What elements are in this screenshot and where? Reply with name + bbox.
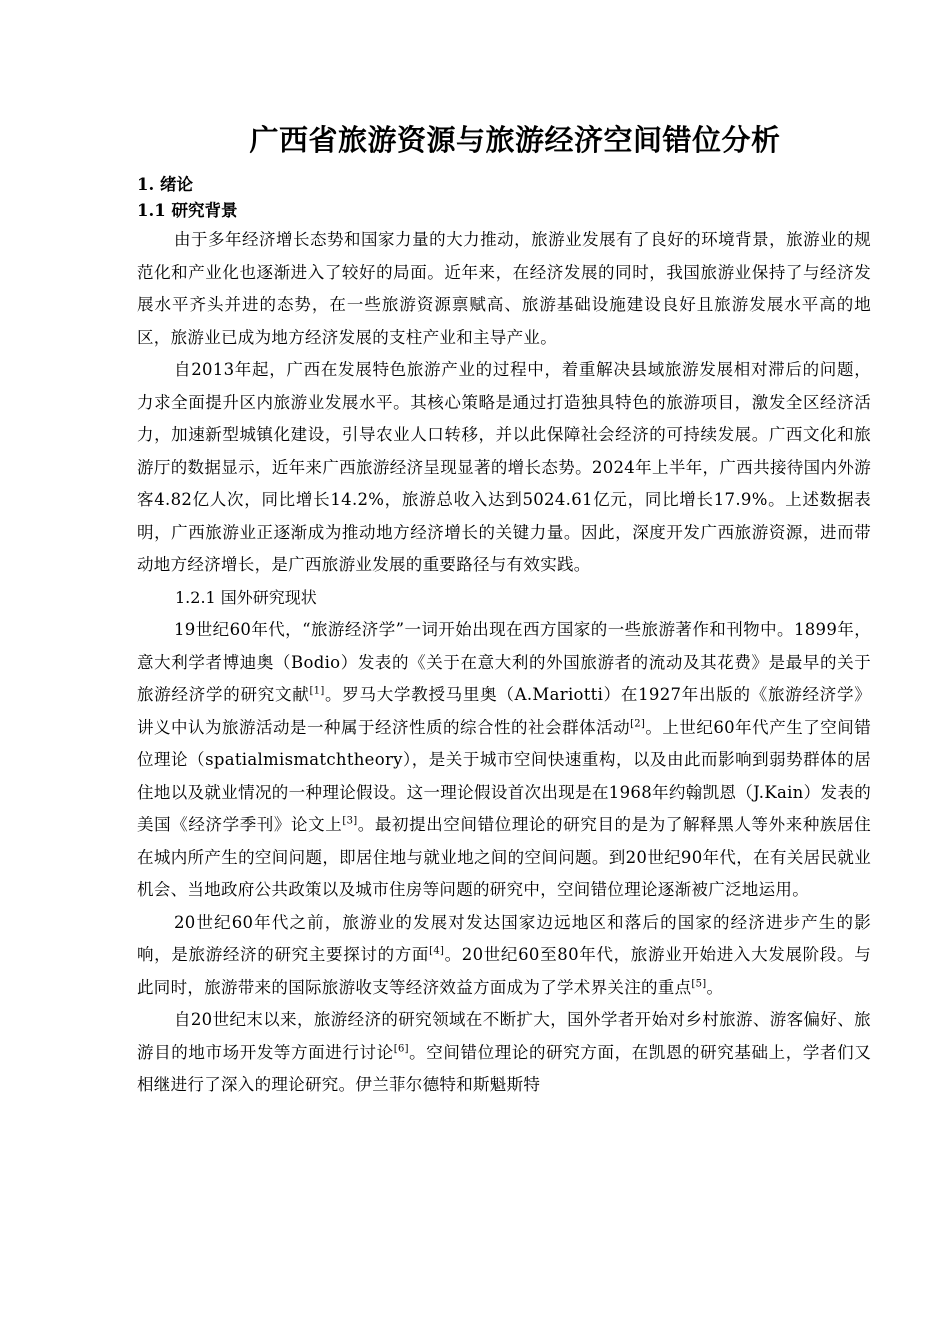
paragraph-text: 自20世纪末以来，旅游经济的研究领域在不断扩大，国外学者开始对乡村旅游、游客偏好、旅游目的地市场开发等方面进行讨论 [137,1010,871,1062]
paragraph-text: 。罗马大学教授马里奥（A.Mariotti）在1927年出版的《旅游经济学》讲义中认为旅游活动是一种属于经济性质的综合性的社会群体活动 [137,685,872,737]
paragraph-foreign-research-1 [137,614,871,907]
paragraph-foreign-research-3 [137,1004,871,1102]
paragraph-text: 。20世纪60至80年代，旅游业开始进入大发展阶段。与此同时，旅游带来的国际旅游收支等经济效益方面成为了学术界关注的重点 [137,945,871,997]
citation-2: [2] [630,718,646,729]
citation-3: [3] [342,815,358,827]
paragraph-text: 19世纪60年代，“旅游经济学”一词开始出现在西方国家的一些旅游著作和刊物中。1899年，意大利学者博迪奥（Bodio）发表的《关于在意大利的外国旅游者的流动及其花费》是最早的关于旅游经济学的研究文献 [137,620,871,704]
citation-5: [5] [691,978,707,989]
paragraph-text: 。最初提出空间错位理论的研究目的是为了解释黑人等外来种族居住在城内所产生的空间问题，即居住地与就业地之间的空间问题。到20世纪90年代，在有关居民就业机会、当地政府公共政策以及城市住房等问题的研究中，空间错位理论逐渐被广泛地运用。 [137,815,871,899]
section-heading-research-background: 1.1 研究背景 [137,201,238,220]
section-heading-foreign-research: 1.2.1 国外研究现状 [175,587,317,607]
paragraph-background-2: 自2013年起，广西在发展特色旅游产业的过程中，着重解决县域旅游发展相对滞后的问题，力求全面提升区内旅游业发展水平。其核心策略是通过打造独具特色的旅游项目，激发全区经济活力，加速新型城镇化建设，引导农业人口转移，并以此保障社会经济的可持续发展。广西文化和旅游厅的数据显示，近年来广西旅游经济呈现显著的增长态势。2024年上半年，广西共接待国内外游客4.82亿人次，同比增长14.2%，旅游总收入达到5024.61亿元，同比增长17.9%。上述数据表明，广西旅游业正逐渐成为推动地方经济增长的关键力量。因此，深度开发广西旅游资源，进而带动地方经济增长，是广西旅游业发展的重要路径与有效实践。 [137,360,871,574]
document-title: 广西省旅游资源与旅游经济空间错位分析 [249,123,781,157]
section-heading-introduction: 1. 绪论 [137,175,193,194]
citation-4: [4] [429,945,445,957]
citation-1: [1] [309,685,325,697]
paragraph-text: 。空间错位理论的研究方面，在凯恩的研究基础上，学者们又相继进行了深入的理论研究。伊兰菲尔德特和斯魁斯特 [137,1042,872,1094]
paragraph-text: 。上世纪60年代产生了空间错位理论（spatialmismatchtheory），是关于城市空间快速重构，以及由此而影响到弱势群体的居住地以及就业情况的一种理论假设。这一理论假设首次出现是在1968年约翰凯恩（J.Kain）发表的美国《经济学季刊》论文上 [137,717,872,834]
document-body [137,172,871,1102]
paragraph-background-1: 由于多年经济增长态势和国家力量的大力推动，旅游业发展有了良好的环境背景，旅游业的规范化和产业化也逐渐进入了较好的局面。近年来，在经济发展的同时，我国旅游业保持了与经济发展水平齐头并进的态势，在一些旅游资源禀赋高、旅游基础设施建设良好且旅游发展水平高的地区，旅游业已成为地方经济发展的支柱产业和主导产业。 [137,230,871,347]
paragraph-text: 。 [706,977,724,997]
paragraph-text: 20世纪60年代之前，旅游业的发展对发达国家边远地区和落后的国家的经济进步产生的影响，是旅游经济的研究主要探讨的方面 [137,912,871,964]
paragraph-foreign-research-2 [137,907,871,1005]
citation-6: [6] [393,1043,409,1054]
